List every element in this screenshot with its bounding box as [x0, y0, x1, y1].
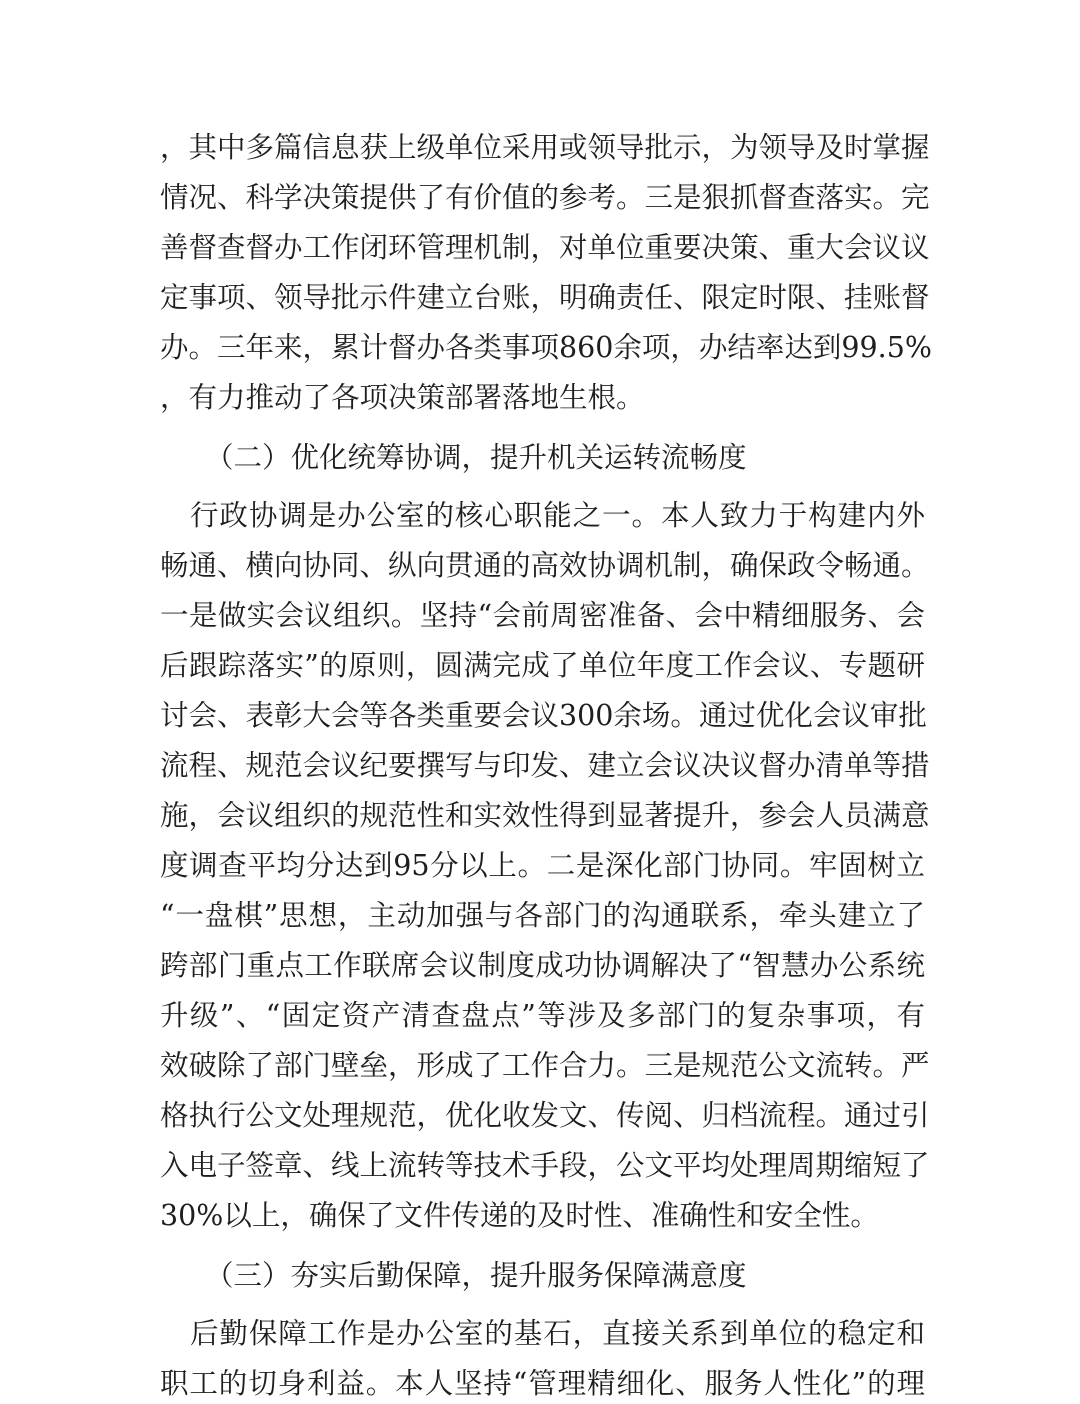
text-line: 30%以上，确保了文件传递的及时性、准确性和安全性。 — [160, 1199, 879, 1232]
text-line: 一是做实会议组织。坚持“会前周密准备、会中精细服务、会 — [160, 599, 925, 632]
text-line: 升级”、“固定资产清查盘点”等涉及多部门的复杂事项，有 — [160, 999, 925, 1032]
text-line: 后跟踪落实”的原则，圆满完成了单位年度工作会议、专题研 — [160, 649, 925, 682]
text-line: 职工的切身利益。本人坚持“管理精细化、服务人性化”的理 — [160, 1367, 925, 1400]
text-line: 定事项、领导批示件建立台账，明确责任、限定时限、挂账督 — [160, 281, 930, 314]
text-line: 善督查督办工作闭环管理机制，对单位重要决策、重大会议议 — [160, 231, 930, 264]
section-heading: （二）优化统筹协调，提升机关运转流畅度 — [205, 441, 747, 474]
text-line: 入电子签章、线上流转等技术手段，公文平均处理周期缩短了 — [160, 1149, 930, 1182]
paragraph-first-line: 行政协调是办公室的核心职能之一。本人致力于构建内外 — [190, 499, 925, 532]
section-heading: （三）夯实后勤保障，提升服务保障满意度 — [205, 1259, 747, 1292]
text-line: 格执行公文处理规范，优化收发文、传阅、归档流程。通过引 — [160, 1099, 930, 1132]
text-line: ，有力推动了各项决策部署落地生根。 — [160, 381, 645, 414]
paragraph-first-line: 后勤保障工作是办公室的基石，直接关系到单位的稳定和 — [190, 1317, 925, 1350]
text-line: “一盘棋”思想，主动加强与各部门的沟通联系，牵头建立了 — [160, 899, 925, 932]
text-line: 效破除了部门壁垒，形成了工作合力。三是规范公文流转。严 — [160, 1049, 930, 1082]
text-line: 情况、科学决策提供了有价值的参考。三是狠抓督查落实。完 — [160, 181, 930, 214]
text-line: 讨会、表彰大会等各类重要会议300余场。通过优化会议审批 — [160, 699, 927, 732]
text-line: 施，会议组织的规范性和实效性得到显著提升，参会人员满意 — [160, 799, 930, 832]
text-line: 畅通、横向协同、纵向贯通的高效协调机制，确保政令畅通。 — [160, 549, 930, 582]
text-line: 度调查平均分达到95分以上。二是深化部门协同。牢固树立 — [160, 849, 925, 882]
text-line: 办。三年来，累计督办各类事项860余项，办结率达到99.5% — [160, 331, 932, 364]
text-line: ，其中多篇信息获上级单位采用或领导批示，为领导及时掌握 — [160, 131, 930, 164]
text-line: 跨部门重点工作联席会议制度成功协调解决了“智慧办公系统 — [160, 949, 925, 982]
text-line: 流程、规范会议纪要撰写与印发、建立会议决议督办清单等措 — [160, 749, 930, 782]
